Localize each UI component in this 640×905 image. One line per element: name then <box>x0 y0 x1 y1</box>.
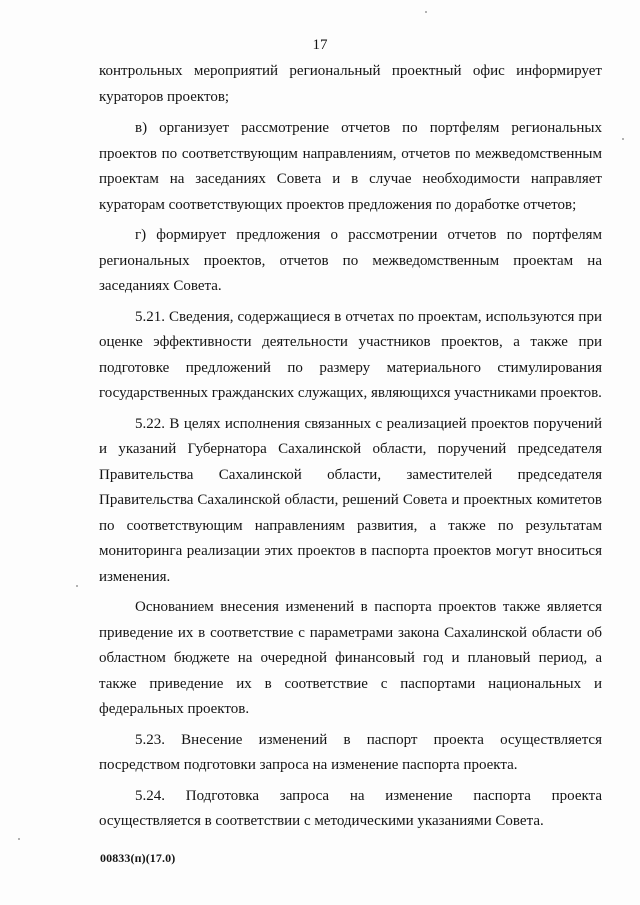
paragraph-5-24: 5.24. Подготовка запроса на изменение паспорта проекта осуществляется в соответствии с методическими указаниями Совета. <box>99 787 602 829</box>
paragraph-item-v: в) организует рассмотрение отчетов по портфелям региональных проектов по соответствующим направлениям, отчетов по межведомственным проектам на заседаниях Совета и в случае необходимости направляет кураторам соответствующих проектов предложения по доработке отчетов; <box>99 120 602 213</box>
document-body <box>99 59 602 840</box>
paragraph-basis-for-changes: Основанием внесения изменений в паспорта проектов также является приведение их в соответствие с параметрами закона Сахалинской области об областном бюджете на очередной финансовый год и плановый период, а также приведение их в соответствие с паспортами национальных и федеральных проектов. <box>99 599 602 717</box>
paragraph-item-g: г) формирует предложения о рассмотрении отчетов по портфелям региональных проектов, отчетов по межведомственным проектам на заседаниях Совета. <box>99 227 602 294</box>
scan-speck <box>76 585 78 587</box>
paragraph-5-23: 5.23. Внесение изменений в паспорт проекта осуществляется посредством подготовки запроса на изменение паспорта проекта. <box>99 731 602 773</box>
scan-speck <box>425 11 427 13</box>
paragraph-5-22: 5.22. В целях исполнения связанных с реализацией проектов поручений и указаний Губернатора Сахалинской области, поручений председателя Правительства Сахалинской области, заместителей председателя Правительства Сахалинской области, решений Совета и проектных комитетов по соответствующим направлениям развития, а также по результатам мониторинга реализации этих проектов в паспорта проектов могут вноситься изменения. <box>99 415 602 585</box>
paragraph-5-21: 5.21. Сведения, содержащиеся в отчетах по проектам, используются при оценке эффективности деятельности участников проектов, а также при подготовке предложений по размеру материального стимулирования государственных гражданских служащих, являющихся участниками проектов. <box>99 308 602 401</box>
page-number: 17 <box>312 37 328 53</box>
scan-speck <box>18 838 20 840</box>
document-code: 00833(п)(17.0) <box>100 851 176 865</box>
paragraph-continuation: контрольных мероприятий региональный проектный офис информирует кураторов проектов; <box>99 63 602 105</box>
scan-speck <box>622 138 624 140</box>
